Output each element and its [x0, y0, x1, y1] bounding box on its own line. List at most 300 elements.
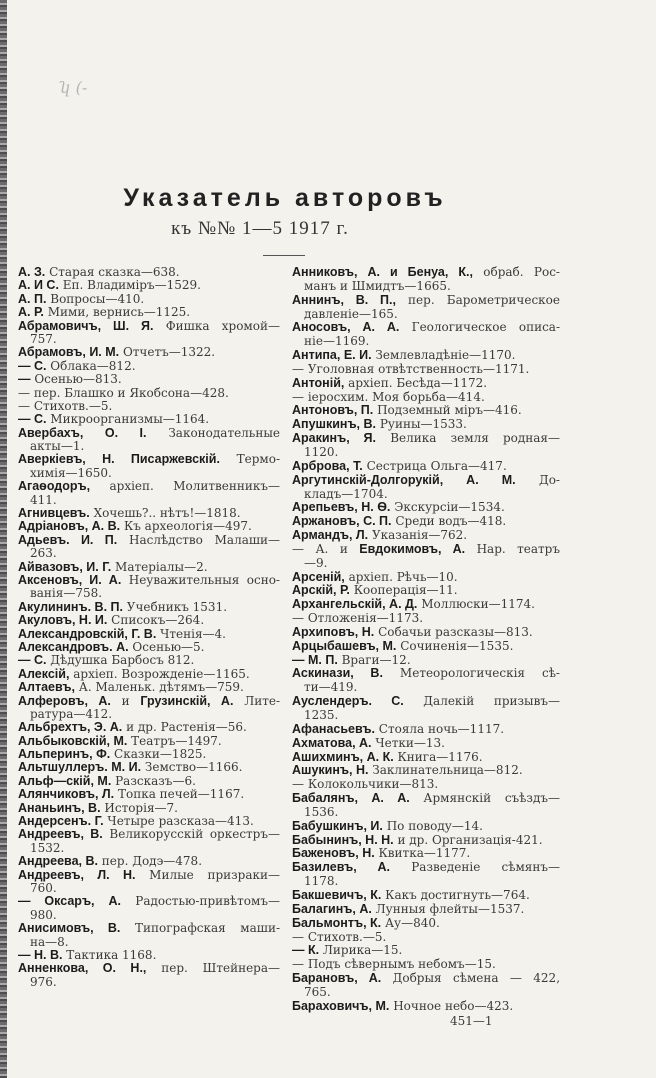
index-entry	[18, 962, 280, 975]
entry-title: Списокъ—264.	[107, 614, 205, 628]
author-name: Бараховичъ, М.	[292, 999, 390, 1013]
index-entry	[18, 507, 280, 520]
author-name: Апушкинъ, В.	[292, 418, 376, 432]
entry-title: 765.	[304, 985, 331, 999]
entry-title: Экскурсіи—1534.	[390, 501, 505, 515]
index-entry-continuation	[18, 547, 280, 560]
entry-title: — Уголовная отвѣтственность—1171.	[292, 362, 530, 376]
index-entry	[18, 641, 280, 654]
author-name: Бакшевичъ, К.	[292, 888, 382, 902]
entry-title: — Колокольчики—813.	[292, 778, 439, 792]
index-entry	[18, 279, 280, 292]
index-entry	[292, 903, 560, 917]
entry-title: ти—419.	[304, 681, 358, 695]
entry-title: 1120.	[304, 445, 339, 459]
entry-title: Фишка хромой—	[153, 319, 280, 333]
entry-title: Разведеніе сѣмянъ—	[390, 861, 560, 875]
index-entry	[18, 373, 280, 386]
author-name: Альтшуллеръ. М. И.	[18, 761, 142, 775]
author-name: Агаѳодоръ,	[18, 480, 91, 494]
index-entry	[292, 377, 560, 391]
author-name: Акуловъ, Н. И.	[18, 614, 108, 628]
author-name: — С.	[18, 359, 47, 373]
entry-title: 980.	[30, 908, 57, 922]
entry-title: До-	[515, 473, 560, 487]
entry-title: Милые призраки—	[135, 868, 280, 882]
index-entry	[292, 820, 560, 834]
author-name: — С.	[18, 654, 47, 668]
index-entry	[292, 695, 560, 709]
entry-title: 1536.	[304, 805, 339, 819]
author-name: Алферовъ, А.	[18, 694, 111, 708]
author-name: Аржановъ, С. П.	[292, 515, 392, 529]
entry-title: кладъ—1704.	[304, 487, 388, 501]
index-entry	[292, 612, 560, 626]
index-entry	[18, 775, 280, 788]
author-name: Альф—скій, М.	[18, 774, 112, 788]
scan-edge	[0, 0, 7, 1078]
entry-title: Нар. театръ	[465, 542, 560, 556]
author-name: Абрамовичъ, Ш. Я.	[18, 319, 154, 333]
index-entry-continuation	[18, 976, 280, 989]
index-entry	[18, 413, 280, 426]
entry-title: архіеп. Рѣчь—10.	[344, 570, 458, 584]
index-entry	[292, 889, 560, 903]
author-name: Архангельскій, А. Д.	[292, 598, 418, 612]
entry-title: Сестрица Ольга—417.	[362, 459, 507, 473]
entry-title: Земство—1166.	[141, 761, 243, 775]
entry-title: Облака—812.	[46, 359, 136, 373]
index-entry-continuation	[292, 488, 560, 502]
entry-title: и	[110, 694, 141, 708]
author-name: Арброва, Т.	[292, 459, 363, 473]
index-entry	[292, 515, 560, 529]
entry-title: архіеп. Молитвенникъ—	[90, 480, 280, 494]
entry-title: Сказки—1825.	[110, 748, 207, 762]
author-name: Аргутинскій-Долгорукій, А. М.	[292, 473, 516, 487]
entry-title: Тактика 1168.	[62, 948, 157, 962]
index-entry	[292, 294, 560, 308]
entry-title: По поводу—14.	[382, 819, 483, 833]
entry-title: Кооперація—11.	[349, 584, 458, 598]
author-name: Адріановъ, А. В.	[18, 520, 121, 534]
index-entry	[18, 788, 280, 801]
handwritten-mark: ʮ (-	[58, 78, 88, 97]
index-entry	[292, 667, 560, 681]
entry-title: Добрыя сѣмена — 422,	[381, 972, 560, 986]
divider	[263, 255, 305, 256]
author-name: —	[18, 373, 31, 387]
entry-title: — пер. Блашко и Якобсона—428.	[18, 386, 229, 400]
author-name: Аносовъ, А. А.	[292, 321, 400, 335]
entry-title: Осенью—813.	[30, 373, 122, 387]
index-entry	[18, 266, 280, 279]
entry-title: и др. Растенія—56.	[122, 721, 247, 735]
author-name: Ананьинъ, В.	[18, 801, 101, 815]
index-column-left	[18, 266, 280, 989]
entry-title: Стояла ночь—1117.	[374, 722, 505, 736]
index-entry	[292, 778, 560, 792]
author-name: А. П.	[18, 292, 47, 306]
entry-title: Вопросы—410.	[46, 292, 145, 306]
entry-title: Ночное небо—423.	[389, 999, 514, 1013]
author-name: Андерсенъ. Г.	[18, 815, 104, 829]
author-name: Аракинъ, Я.	[292, 432, 377, 446]
author-name: Аксеновъ, И. А.	[18, 573, 122, 587]
author-name: Антоній,	[292, 376, 345, 390]
author-name: Барановъ, А.	[292, 972, 382, 986]
entry-title: Радостью-привѣтомъ—	[120, 895, 280, 909]
author-name: Александровскій, Г. В.	[18, 627, 157, 641]
index-entry-continuation	[292, 446, 560, 460]
entry-title: — А. и	[292, 542, 360, 556]
entry-title: Велика земля родная—	[376, 432, 560, 446]
index-entry	[18, 721, 280, 734]
index-entry	[18, 895, 280, 908]
index-entry	[292, 861, 560, 875]
index-entry	[18, 802, 280, 815]
author-name: — Н. В.	[18, 948, 63, 962]
author-name: Аверкіевъ, Н. Писаржевскій.	[18, 453, 220, 467]
index-entry	[18, 360, 280, 373]
index-entry	[18, 427, 280, 440]
author-name: Авербахъ, О. І.	[18, 426, 147, 440]
entry-title: Армянскій съѣздъ—	[409, 792, 560, 806]
entry-title: обраб. Рос-	[472, 266, 560, 279]
index-entry	[18, 400, 280, 413]
entry-title: Исторія—7.	[100, 801, 178, 815]
author-name: Алянчиковъ, Л.	[18, 788, 115, 802]
index-entry	[18, 828, 280, 841]
entry-title: Матеріалы—2.	[111, 560, 208, 574]
entry-title: Лите-	[233, 694, 280, 708]
index-entry	[18, 574, 280, 587]
index-entry	[18, 668, 280, 681]
index-entry-continuation	[18, 587, 280, 600]
index-entry	[18, 869, 280, 882]
author-name: Алексій,	[18, 667, 70, 681]
entry-title: Еп. Владиміръ—1529.	[58, 279, 201, 293]
author-name: Ашихминъ, А. К.	[292, 750, 394, 764]
index-entry	[292, 474, 560, 488]
author-name: Армандъ, Л.	[292, 529, 369, 543]
entry-title: Подземный міръ—416.	[373, 404, 522, 418]
index-entry	[292, 626, 560, 640]
index-entry	[292, 640, 560, 654]
index-entry	[18, 735, 280, 748]
author-name: А. И С.	[18, 279, 59, 293]
index-entry-continuation	[292, 681, 560, 695]
author-name: Антипа, Е. И.	[292, 349, 372, 363]
index-entry	[18, 748, 280, 761]
author-name: Ахматова, А.	[292, 736, 372, 750]
author-name: Арсеній,	[292, 570, 345, 584]
index-entry	[18, 453, 280, 466]
index-entry	[18, 654, 280, 667]
entry-title: Лирика—15.	[319, 944, 403, 958]
author-name: Аннинъ, В. П.,	[292, 293, 396, 307]
index-entry	[18, 320, 280, 333]
index-entry-continuation	[18, 909, 280, 922]
entry-title: Землевладѣніе—1170.	[371, 349, 516, 363]
entry-title: 1235.	[304, 709, 339, 722]
index-entry	[292, 349, 560, 363]
index-entry	[18, 306, 280, 319]
index-entry	[292, 529, 560, 543]
author-name: Бальмонтъ, К.	[292, 916, 382, 930]
index-entry	[18, 480, 280, 493]
index-entry	[18, 949, 280, 962]
author-name: Алтаевъ,	[18, 681, 75, 695]
entry-title: А. Маленьк. дѣтямъ—759.	[74, 681, 244, 695]
author-name: Альперинъ, Ф.	[18, 748, 111, 762]
entry-title: Хочешь?.. нѣтъ!—1818.	[89, 507, 241, 521]
author-name: Афанасьевъ.	[292, 722, 375, 736]
index-entry	[292, 972, 560, 986]
index-entry	[292, 501, 560, 515]
entry-title: — Стихотв.—5.	[18, 399, 113, 413]
entry-title: ніе—1169.	[304, 335, 370, 349]
index-entry	[18, 761, 280, 774]
entry-title: Лунныя флейты—1537.	[371, 902, 525, 916]
entry-title: Микроорганизмы—1164.	[46, 413, 210, 427]
entry-title: Законодательные	[146, 426, 280, 440]
page-subtitle: къ №№ 1—5 1917 г.	[171, 218, 349, 239]
author-name: Арцыбашевъ, М.	[292, 639, 397, 653]
index-entry	[18, 293, 280, 306]
index-entry	[292, 321, 560, 335]
index-entry	[292, 571, 560, 585]
index-entry	[292, 654, 560, 668]
entry-title: Заклинательница—812.	[368, 764, 523, 778]
index-entry	[18, 601, 280, 614]
entry-title: Собачьи разсказы—813.	[374, 625, 533, 639]
index-entry	[18, 387, 280, 400]
entry-title: Дѣдушка Барбосъ 812.	[46, 654, 195, 668]
entry-title: Геологическое описа-	[399, 321, 560, 335]
entry-title: Четыре разсказа—413.	[103, 815, 254, 829]
entry-title: — Стихотв.—5.	[292, 930, 387, 944]
index-entry-continuation	[18, 936, 280, 949]
author-name: Балагинъ, А.	[292, 902, 372, 916]
entry-title: химія—1650.	[30, 466, 112, 480]
entry-title: 263.	[30, 547, 57, 561]
author-name: Анисимовъ, В.	[18, 922, 121, 936]
index-entry-continuation	[292, 875, 560, 889]
author-name: Альбыковскій, М.	[18, 734, 128, 748]
index-entry	[18, 922, 280, 935]
author-name: Аскинази, В.	[292, 667, 383, 681]
entry-title: Старая сказка—638.	[45, 266, 180, 279]
index-entry	[292, 460, 560, 474]
author-name: А. З.	[18, 266, 46, 279]
entry-title: 976.	[30, 975, 57, 989]
entry-title: Термо-	[219, 453, 280, 467]
index-entry-continuation	[18, 882, 280, 895]
entry-title: манъ и Шмидтъ—1665.	[304, 279, 451, 293]
entry-title: Четки—13.	[371, 736, 445, 750]
index-entry-continuation	[292, 308, 560, 322]
index-entry	[292, 363, 560, 377]
entry-title: Квитка—1177.	[374, 847, 471, 861]
index-entry-continuation	[292, 335, 560, 349]
index-entry-continuation	[18, 333, 280, 346]
index-entry-continuation	[18, 467, 280, 480]
index-entry	[292, 958, 560, 972]
author-name: Базилевъ, А.	[292, 861, 391, 875]
entry-title: 1532.	[30, 841, 65, 855]
entry-title: на—8.	[30, 935, 69, 949]
entry-title: Театръ—1497.	[127, 734, 222, 748]
author-name: Андреевъ, В.	[18, 828, 103, 842]
author-name: Баженовъ, Н.	[292, 847, 375, 861]
entry-title: — іеросхим. Моя борьба—414.	[292, 390, 485, 404]
index-entry	[18, 614, 280, 627]
entry-title: Метеорологическія сѣ-	[382, 667, 560, 681]
author-name: Анниковъ, А. и Бенуа, К.,	[292, 266, 473, 279]
author-name: Антоновъ, П.	[292, 404, 374, 418]
index-entry	[292, 584, 560, 598]
index-entry-continuation	[18, 842, 280, 855]
author-name: Агнивцевъ.	[18, 507, 90, 521]
author-name: Альбрехтъ, Э. А.	[18, 721, 123, 735]
author-name: Ашукинъ, Н.	[292, 764, 369, 778]
entry-title: 760.	[30, 881, 57, 895]
entry-title: Сочиненія—1535.	[396, 639, 514, 653]
index-entry	[292, 266, 560, 280]
index-entry	[292, 847, 560, 861]
entry-title: 1178.	[304, 875, 339, 889]
index-entry	[18, 561, 280, 574]
index-entry-continuation	[292, 806, 560, 820]
entry-title: Враги—12.	[337, 653, 411, 667]
entry-title: —9.	[304, 556, 328, 570]
author-name: — Оксаръ, А.	[18, 895, 121, 909]
index-entry	[18, 520, 280, 533]
author-name: Айвазовъ, И. Г.	[18, 560, 112, 574]
entry-title: и др. Организація-421.	[393, 833, 543, 847]
index-entry-continuation	[292, 280, 560, 294]
index-entry	[292, 931, 560, 945]
index-entry	[292, 751, 560, 765]
author-name: Андреева, В.	[18, 855, 98, 869]
index-entry	[292, 404, 560, 418]
author-name: — М. П.	[292, 653, 338, 667]
index-entry-continuation	[292, 986, 560, 1000]
author-name: Адьевъ. И. П.	[18, 533, 118, 547]
index-entry	[18, 695, 280, 708]
index-entry-continuation	[18, 708, 280, 721]
index-entry	[292, 432, 560, 446]
author-name: Грузинскій, А.	[140, 694, 234, 708]
index-entry	[292, 944, 560, 958]
entry-title: Указанія—762.	[368, 529, 468, 543]
author-name: Бабушкинъ, И.	[292, 819, 383, 833]
entry-title: архіеп. Возрожденіе—1165.	[69, 667, 250, 681]
author-name: Арскій, Р.	[292, 584, 350, 598]
page-title: Указатель авторовъ	[123, 184, 447, 212]
entry-title: ванія—758.	[30, 587, 103, 601]
entry-title: 757.	[30, 332, 57, 346]
author-name: Абрамовъ, И. М.	[18, 346, 120, 360]
entry-title: Учебникъ 1531.	[122, 600, 228, 614]
author-name: Бабалянъ, А. А.	[292, 792, 410, 806]
entry-title: Наслѣдство Малаши—	[117, 533, 280, 547]
entry-title: Мими, вернись—1125.	[43, 306, 191, 320]
entry-title: ратура—412.	[30, 707, 113, 721]
index-entry	[292, 1000, 560, 1014]
entry-title: — Отложенія—1173.	[292, 612, 424, 626]
author-name: — К.	[292, 944, 320, 958]
entry-title: Среди водъ—418.	[391, 515, 507, 529]
index-entry	[292, 834, 560, 848]
entry-title: Отчетъ—1322.	[119, 346, 216, 360]
entry-title: Руины—1533.	[376, 418, 467, 432]
author-name: Анненкова, О. Н.,	[18, 962, 147, 976]
entry-title: архіеп. Бесѣда—1172.	[344, 376, 488, 390]
index-entry	[18, 534, 280, 547]
index-entry	[292, 723, 560, 737]
index-entry	[18, 628, 280, 641]
author-name: — С.	[18, 413, 47, 427]
author-name: Андреевъ, Л. Н.	[18, 868, 136, 882]
entry-title: акты—1.	[30, 440, 85, 454]
entry-title: Далекій призывъ—	[403, 695, 560, 709]
entry-title: Моллюски—1174.	[417, 598, 535, 612]
author-name: А. Р.	[18, 306, 44, 320]
entry-title: 411.	[30, 493, 57, 507]
index-entry	[18, 346, 280, 359]
entry-title: пер. Барометрическое	[395, 293, 560, 307]
index-entry	[292, 391, 560, 405]
author-name: Акулининъ. В. П.	[18, 600, 123, 614]
entry-title: Великорусскій оркестръ—	[102, 828, 280, 842]
entry-title: Разсказъ—6.	[111, 774, 196, 788]
author-name: Александровъ. А.	[18, 640, 129, 654]
entry-title: Какъ достигнуть—764.	[381, 888, 530, 902]
index-entry	[18, 681, 280, 694]
index-entry	[292, 792, 560, 806]
index-entry-continuation	[292, 557, 560, 571]
entry-title: Неуважительныя осно-	[121, 573, 280, 587]
index-entry	[292, 917, 560, 931]
entry-title: Книга—1176.	[393, 750, 483, 764]
index-entry	[292, 737, 560, 751]
entry-title: — Подъ сѣвернымъ небомъ—15.	[292, 958, 496, 972]
author-name: Ауслендеръ. С.	[292, 695, 404, 709]
entry-title: Осенью—5.	[128, 640, 205, 654]
index-entry-continuation	[292, 709, 560, 723]
author-name: Бабынинъ, Н. Н.	[292, 833, 394, 847]
index-entry	[292, 543, 560, 557]
author-name: Архиповъ, Н.	[292, 625, 375, 639]
entry-title: пер. Додэ—478.	[97, 855, 203, 869]
entry-title: Чтенія—4.	[156, 627, 226, 641]
index-entry-continuation	[18, 440, 280, 453]
entry-title: Ау—840.	[381, 916, 440, 930]
entry-title: Къ археологія—497.	[120, 520, 252, 534]
entry-title: Типографская маши-	[120, 922, 280, 936]
index-entry	[18, 815, 280, 828]
index-column-right	[292, 266, 560, 1014]
index-entry	[18, 855, 280, 868]
author-name: Арепьевъ, Н. Ѳ.	[292, 501, 391, 515]
index-entry	[292, 598, 560, 612]
author-name: Евдокимовъ, А.	[359, 542, 466, 556]
index-entry	[292, 764, 560, 778]
index-entry	[292, 418, 560, 432]
entry-title: давленіе—165.	[304, 307, 398, 321]
